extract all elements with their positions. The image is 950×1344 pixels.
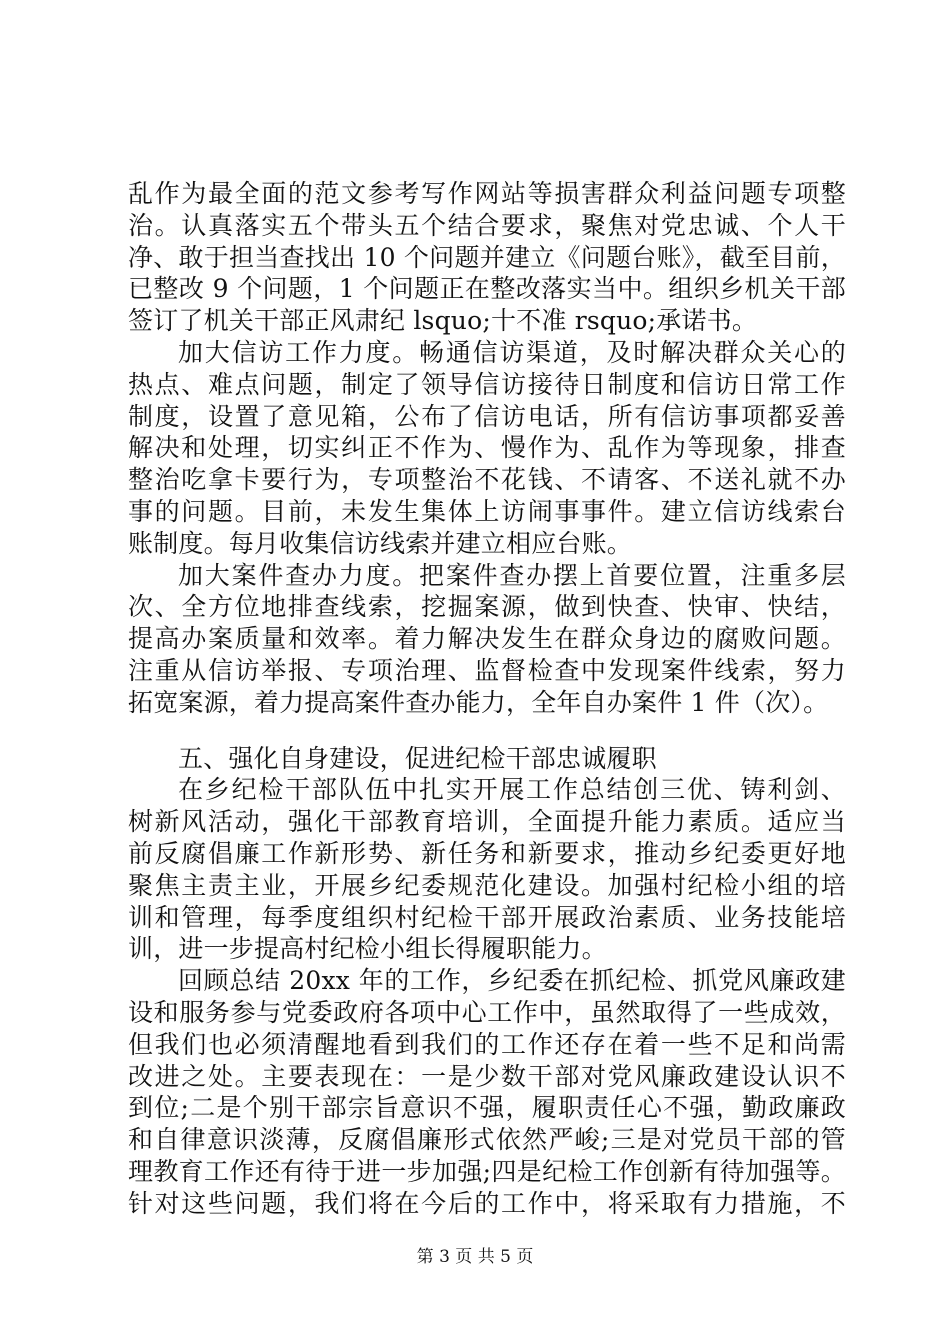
paragraph bbox=[128, 337, 846, 560]
text-line: 加大案件查办力度。把案件查办摆上首要位置，注重多层 bbox=[178, 560, 846, 590]
text-line: 热点、难点问题，制定了领导信访接待日制度和信访日常工作 bbox=[128, 369, 846, 399]
text-line: 聚焦主责主业，开展乡纪委规范化建设。加强村纪检小组的培 bbox=[128, 870, 846, 900]
text-line: 前反腐倡廉工作新形势、新任务和新要求，推动乡纪委更好地 bbox=[128, 838, 846, 868]
text-line: 账制度。每月收集信访线索并建立相应台账。 bbox=[128, 528, 633, 558]
text-line: 乱作为最全面的范文参考写作网站等损害群众利益问题专项整 bbox=[128, 179, 846, 208]
text-line: 训，进一步提高村纪检小组长得履职能力。 bbox=[128, 934, 607, 964]
text-line: 针对这些问题，我们将在今后的工作中，将采取有力措施，不 bbox=[128, 1188, 846, 1218]
text-line: 五、强化自身建设，促进纪检干部忠诚履职 bbox=[178, 743, 657, 773]
text-line: 注重从信访举报、专项治理、监督检查中发现案件线索，努力 bbox=[128, 655, 846, 685]
text-line: 设和服务参与党委政府各项中心工作中，虽然取得了一些成效， bbox=[128, 997, 846, 1027]
text-line: 回顾总结 20xx 年的工作，乡纪委在抓纪检、抓党风廉政建 bbox=[178, 966, 846, 996]
text-line: 和自律意识淡薄，反腐倡廉形式依然严峻;三是对党员干部的管 bbox=[128, 1125, 846, 1155]
text-line: 次、全方位地排查线索，挖掘案源，做到快查、快审、快结， bbox=[128, 592, 846, 622]
text-line: 已整改 9 个问题，1 个问题正在整改落实当中。组织乡机关干部 bbox=[128, 274, 846, 304]
text-line: 理教育工作还有待于进一步加强;四是纪检工作创新有待加强等。 bbox=[128, 1156, 846, 1186]
paragraph-gap bbox=[128, 719, 846, 743]
text-line: 治。认真落实五个带头五个结合要求，聚焦对党忠诚、个人干 bbox=[128, 210, 846, 240]
document-body bbox=[128, 178, 846, 1220]
text-line: 整治吃拿卡要行为，专项整治不花钱、不请客、不送礼就不办 bbox=[128, 465, 846, 495]
page-footer: 第 3 页 共 5 页 bbox=[416, 1247, 534, 1267]
text-line: 解决和处理，切实纠正不作为、慢作为、乱作为等现象，排查 bbox=[128, 433, 846, 463]
paragraph bbox=[128, 560, 846, 719]
text-line: 加大信访工作力度。畅通信访渠道，及时解决群众关心的 bbox=[178, 337, 846, 367]
text-line: 提高办案质量和效率。着力解决发生在群众身边的腐败问题。 bbox=[128, 624, 846, 654]
text-line: 签订了机关干部正风肃纪 lsquo;十不准 rsquo;承诺书。 bbox=[128, 306, 758, 336]
section-heading bbox=[128, 743, 846, 775]
text-line: 在乡纪检干部队伍中扎实开展工作总结创三优、铸利剑、 bbox=[178, 775, 846, 805]
text-line: 但我们也必须清醒地看到我们的工作还存在着一些不足和尚需 bbox=[128, 1029, 846, 1059]
text-line: 改进之处。主要表现在：一是少数干部对党风廉政建设认识不 bbox=[128, 1061, 846, 1091]
paragraph bbox=[128, 178, 846, 337]
paragraph bbox=[128, 965, 846, 1219]
text-line: 净、敢于担当查找出 10 个问题并建立《问题台账》，截至目前， bbox=[128, 242, 846, 272]
paragraph bbox=[128, 774, 846, 965]
text-line: 树新风活动，强化干部教育培训，全面提升能力素质。适应当 bbox=[128, 807, 846, 837]
text-line: 训和管理，每季度组织村纪检干部开展政治素质、业务技能培 bbox=[128, 902, 846, 932]
text-line: 制度，设置了意见箱，公布了信访电话，所有信访事项都妥善 bbox=[128, 401, 846, 431]
text-line: 拓宽案源，着力提高案件查办能力，全年自办案件 1 件（次）。 bbox=[128, 687, 829, 717]
text-line: 事的问题。目前，未发生集体上访闹事事件。建立信访线索台 bbox=[128, 496, 846, 526]
text-line: 到位;二是个别干部宗旨意识不强，履职责任心不强，勤政廉政 bbox=[128, 1093, 846, 1123]
